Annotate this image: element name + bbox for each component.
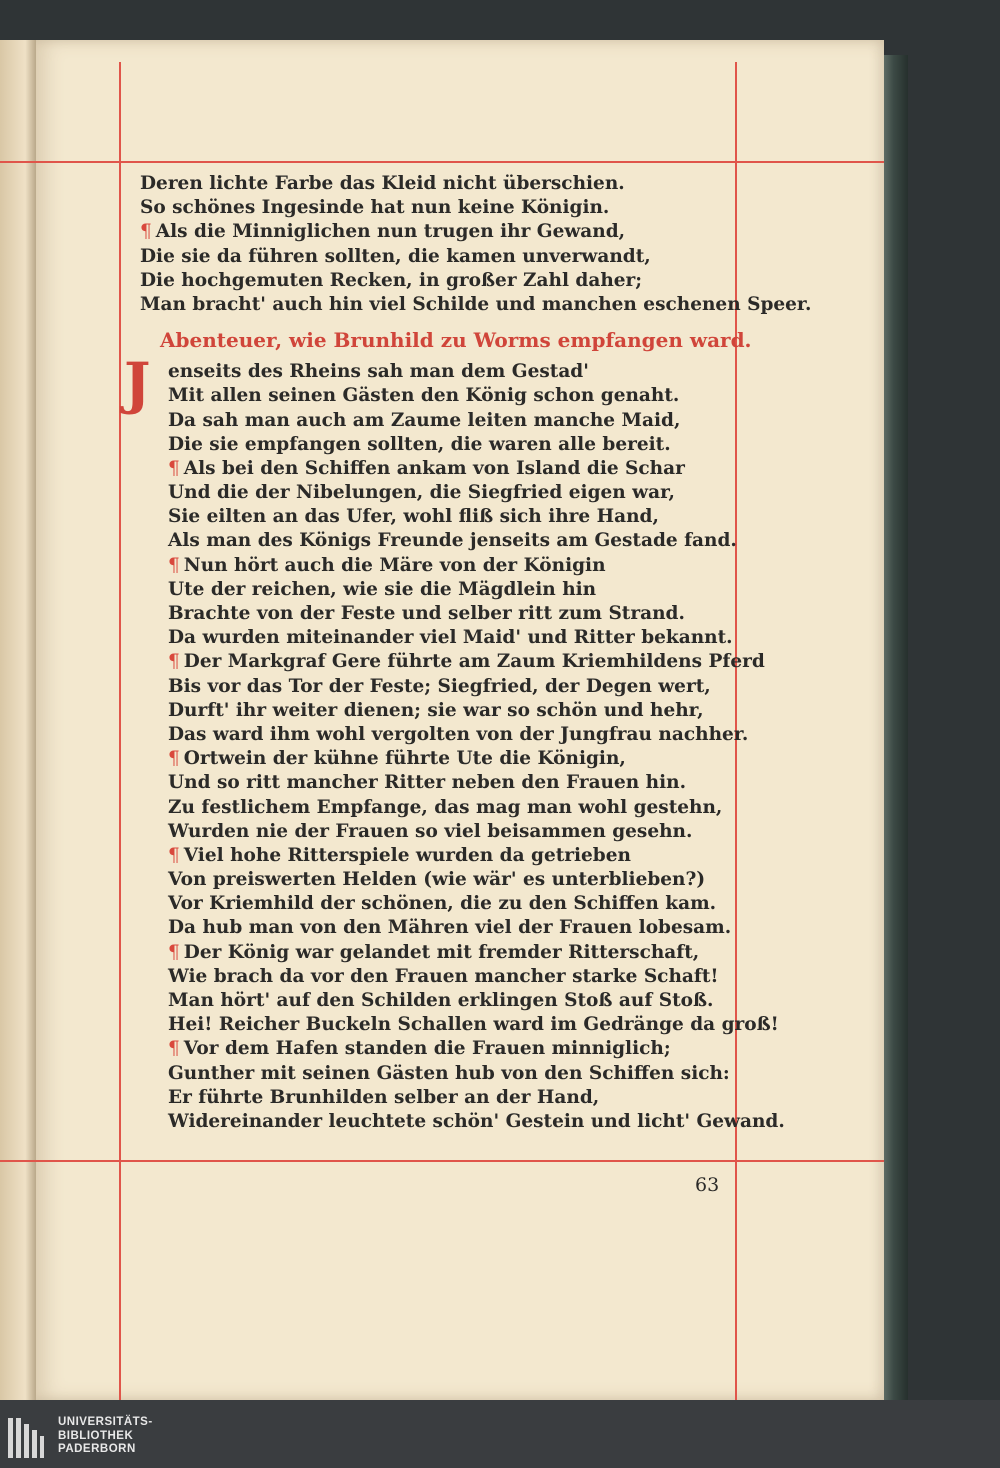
verse-line bbox=[140, 172, 730, 196]
left-page-edge bbox=[0, 40, 36, 1400]
verse-line-text: Als man des Königs Freunde jenseits am Gestade fand. bbox=[168, 530, 737, 552]
verse-line bbox=[168, 529, 737, 553]
verse-line bbox=[168, 457, 730, 481]
drop-cap-initial: J bbox=[124, 351, 151, 418]
verse-line-text: Mit allen seinen Gästen den König schon genaht. bbox=[168, 385, 680, 407]
verse-line-text: Vor dem Hafen standen die Frauen minniglich; bbox=[183, 1038, 671, 1060]
stanza-lines-after-heading bbox=[168, 360, 785, 1134]
verse-line bbox=[168, 384, 730, 408]
verse-line-text: Man hört' auf den Schilden erklingen Stoß auf Stoß. bbox=[168, 990, 714, 1011]
verse-line bbox=[168, 916, 730, 940]
verse-line-text: Brachte von der Feste und selber ritt zum Strand. bbox=[168, 603, 685, 624]
verse-line-text: Vor Kriemhild der schönen, die zu den Schiffen kam. bbox=[168, 893, 717, 915]
verse-line-text: Das ward ihm wohl vergolten von der Jungfrau nachher. bbox=[168, 723, 749, 745]
verse-line bbox=[168, 433, 730, 457]
verse-line-text: Er führte Brunhilden selber an der Hand, bbox=[168, 1086, 600, 1108]
library-logo-icon bbox=[6, 1416, 46, 1460]
verse-line-text: Ortwein der kühne führte Ute die Königin, bbox=[183, 748, 626, 770]
page-number: 63 bbox=[695, 1174, 720, 1196]
verse-line-text: Gunther mit seinen Gästen hub von den Schiffen sich: bbox=[168, 1062, 730, 1084]
verse-line-text: Als die Minniglichen nun trugen ihr Gewand, bbox=[155, 221, 626, 243]
verse-line bbox=[168, 626, 733, 650]
verse-line bbox=[168, 844, 730, 868]
verse-line bbox=[168, 675, 730, 699]
verse-line-text: Widereinander leuchtete schön' Gestein und licht' Gewand. bbox=[168, 1110, 785, 1132]
frame-rule-bottom bbox=[0, 1160, 884, 1162]
book-cover-edge bbox=[884, 55, 908, 1400]
verse-line bbox=[140, 293, 812, 317]
verse-line-text: Man bracht' auch hin viel Schilde und manchen eschenen Speer. bbox=[140, 293, 812, 315]
verse-line-text: Bis vor das Tor der Feste; Siegfried, der Degen wert, bbox=[168, 675, 711, 697]
pilcrow-mark: ¶ bbox=[168, 1038, 180, 1060]
verse-line-text: Sie eilten an das Ufer, wohl fliß sich ihre Hand, bbox=[168, 506, 659, 528]
verse-line-text: Wie brach da vor den Frauen mancher starke Schaft! bbox=[168, 965, 719, 987]
verse-line bbox=[168, 965, 730, 989]
verse-line bbox=[168, 868, 730, 892]
verse-line-text: Und die der Nibelungen, die Siegfried eigen war, bbox=[168, 482, 675, 504]
chapter-heading: Abenteuer, wie Brunhild zu Worms empfangen ward. bbox=[160, 328, 752, 353]
pilcrow-mark: ¶ bbox=[168, 457, 180, 479]
verse-line bbox=[168, 1037, 730, 1061]
verse-line-text: Da wurden miteinander viel Maid' und Ritter bekannt. bbox=[168, 627, 733, 649]
verse-line-text: Wurden nie der Frauen so viel beisammen gesehn. bbox=[168, 820, 693, 842]
verse-line-text: Als bei den Schiffen ankam von Island die Schar bbox=[183, 457, 685, 479]
verse-line-text: Die hochgemuten Recken, in großer Zahl daher; bbox=[140, 269, 643, 291]
verse-line bbox=[168, 1062, 730, 1086]
verse-line bbox=[168, 1013, 779, 1037]
library-logo-text bbox=[58, 1416, 153, 1457]
verse-line-text: Durft' ihr weiter dienen; sie war so schön und hehr, bbox=[168, 699, 704, 721]
verse-line bbox=[168, 650, 765, 674]
verse-line bbox=[168, 481, 730, 505]
verse-line bbox=[168, 771, 730, 795]
verse-line-text: Der König war gelandet mit fremder Ritterschaft, bbox=[183, 941, 700, 963]
verse-line bbox=[168, 360, 730, 384]
verse-line bbox=[168, 578, 730, 602]
verse-line bbox=[168, 820, 730, 844]
verse-line bbox=[140, 196, 730, 220]
frame-rule-top bbox=[0, 161, 884, 163]
verse-line-text: Ute der reichen, wie sie die Mägdlein hin bbox=[168, 578, 597, 600]
verse-line bbox=[168, 505, 730, 529]
pilcrow-mark: ¶ bbox=[168, 651, 180, 673]
verse-line-text: So schönes Ingesinde hat nun keine Königin. bbox=[140, 197, 610, 219]
verse-line-text: Hei! Reicher Buckeln Schallen ward im Gedränge da groß! bbox=[168, 1014, 779, 1036]
pilcrow-mark: ¶ bbox=[168, 554, 180, 576]
verse-line bbox=[168, 892, 730, 916]
verse-line bbox=[168, 723, 749, 747]
verse-line-text: Von preiswerten Helden (wie wär' es unterblieben?) bbox=[168, 869, 706, 891]
verse-line bbox=[168, 1086, 730, 1110]
verse-line bbox=[140, 269, 730, 293]
stanza-lines-before-heading bbox=[140, 172, 812, 317]
verse-line bbox=[168, 554, 730, 578]
verse-line-text: Viel hohe Ritterspiele wurden da getrieben bbox=[183, 844, 631, 866]
verse-line bbox=[140, 245, 730, 269]
verse-line-text: Nun hört auch die Märe von der Königin bbox=[183, 554, 606, 576]
library-logo-line-2: BIBLIOTHEK bbox=[58, 1429, 134, 1442]
pilcrow-mark: ¶ bbox=[168, 844, 180, 866]
verse-line-text: Der Markgraf Gere führte am Zaum Kriemhildens Pferd bbox=[183, 651, 765, 673]
verse-line-text: Die sie empfangen sollten, die waren alle bereit. bbox=[168, 433, 671, 455]
verse-line-text: enseits des Rheins sah man dem Gestad' bbox=[168, 361, 589, 383]
verse-line bbox=[168, 1110, 785, 1134]
verse-line-text: Da hub man von den Mähren viel der Frauen lobesam. bbox=[168, 917, 732, 939]
verse-line bbox=[168, 796, 730, 820]
verse-line-text: Die sie da führen sollten, die kamen unverwandt, bbox=[140, 245, 651, 267]
verse-line bbox=[168, 941, 730, 965]
verse-line bbox=[168, 409, 730, 433]
verse-text-block bbox=[124, 172, 812, 1134]
verse-line-text: Zu festlichem Empfange, das mag man wohl gestehn, bbox=[168, 796, 723, 818]
verse-line bbox=[168, 747, 730, 771]
verse-line-text: Da sah man auch am Zaume leiten manche Maid, bbox=[168, 409, 681, 431]
verse-line-text: Und so ritt mancher Ritter neben den Frauen hin. bbox=[168, 772, 687, 794]
pilcrow-mark: ¶ bbox=[168, 941, 180, 963]
verse-line bbox=[168, 602, 730, 626]
library-logo-line-1: UNIVERSITÄTS- bbox=[58, 1416, 153, 1428]
verse-line-text: Deren lichte Farbe das Kleid nicht überschien. bbox=[140, 173, 625, 194]
library-logo-line-3: PADERBORN bbox=[58, 1443, 136, 1455]
verse-line bbox=[168, 699, 730, 723]
frame-rule-left bbox=[119, 62, 121, 1400]
verse-line bbox=[140, 220, 730, 244]
pilcrow-mark: ¶ bbox=[140, 221, 152, 243]
pilcrow-mark: ¶ bbox=[168, 748, 180, 770]
chapter-opening bbox=[124, 351, 785, 1134]
verse-line bbox=[168, 989, 730, 1013]
